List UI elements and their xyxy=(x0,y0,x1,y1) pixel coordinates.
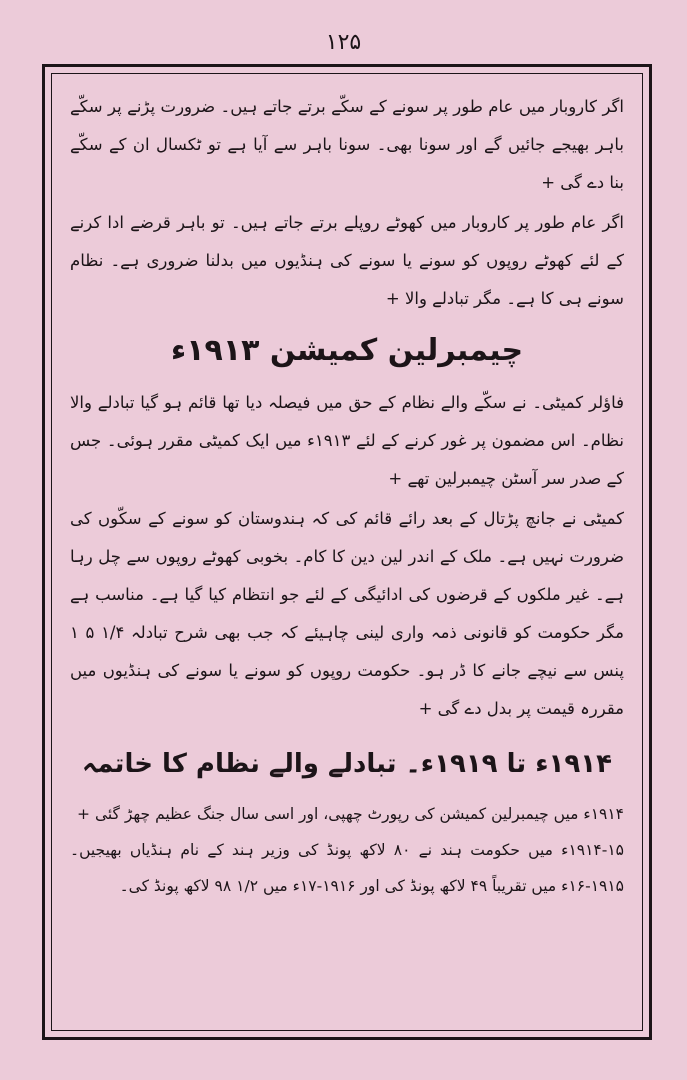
page-border xyxy=(42,64,652,1040)
paragraph-hundis-sent: ۱۹۱۴-۱۵ء میں حکومت ہند نے ۸۰ لاکھ پونڈ کی وزیر ہند کے نام ہنڈیاں بھیجیں۔ ۱۹۱۵-۱۶ء میں تقریباً ۴۹ لاکھ پونڈ کی اور ۱۹۱۶-۱۷ء میں ۱/۲ ۹۸ لاکھ پونڈ کی۔ xyxy=(70,841,624,895)
section-heading-chamberlain-commission: چیمبرلین کمیشن ۱۹۱۳ء xyxy=(170,333,524,368)
page-border-inner xyxy=(51,73,643,1031)
paragraph-fowler-committee: فاؤلر کمیٹی۔ نے سکّے والے نظام کے حق میں فیصلہ دیا تھا قائم ہو گیا تبادلے والا نظام۔ اس مضمون پر غور کرنے کے لئے ۱۹۱۳ء میں ایک کمیٹی مقرر ہوئی۔ جس کے صدر سر آسٹن چیمبرلین تھے + xyxy=(70,393,624,488)
paragraph-gold-coins: اگر کاروبار میں عام طور پر سونے کے سکّے برتے جاتے ہیں۔ ضرورت پڑنے پر سکّے باہر بھیجے جائیں گے اور سونا بھی۔ سونا باہر سے آیا ہے تو ٹکسال ان کے سکّے بنا دے گی + xyxy=(70,97,624,192)
page-content xyxy=(64,88,630,1020)
section-heading-end-of-exchange-system: ۱۹۱۴ء تا ۱۹۱۹ء۔ تبادلے والے نظام کا خاتمہ xyxy=(82,749,612,779)
paragraph-token-rupees: اگر عام طور پر کاروبار میں کھوٹے روپلے برتے جاتے ہیں۔ تو باہر قرضے ادا کرنے کے لئے کھوٹے روپوں کو سونے یا سونے کی ہنڈیوں میں بدلنا ضروری ہے۔ نظام سونے ہی کا ہے۔ مگر تبادلے والا + xyxy=(70,213,624,308)
paragraph-committee-findings: کمیٹی نے جانچ پڑتال کے بعد رائے قائم کی کہ ہندوستان کو سونے کے سکّوں کی ضرورت نہیں ہے۔ ملک کے اندر لین دین کا کام۔ بخوبی کھوٹے روپوں سے چل رہا ہے۔ غیر ملکوں کے قرضوں کی ادائیگی کے لئے جو انتظام کیا گیا ہے۔ مناسب ہے مگر حکومت کو قانونی ذمہ واری لینی چاہیئے کہ جب بھی شرح تبادلہ ۱/۴ ۵ ۱ پنس سے نیچے جانے کا ڈر ہو۔ حکومت روپوں کو سونے یا سونے کی ہنڈیوں میں مقررہ قیمت پر بدل دے گی + xyxy=(70,509,625,718)
page-number: ۱۲۵ xyxy=(325,30,362,55)
paragraph-report-and-war: ۱۹۱۴ء میں چیمبرلین کمیشن کی رپورٹ چھپی، اور اسی سال جنگ عظیم چھڑ گئی + xyxy=(77,805,624,823)
